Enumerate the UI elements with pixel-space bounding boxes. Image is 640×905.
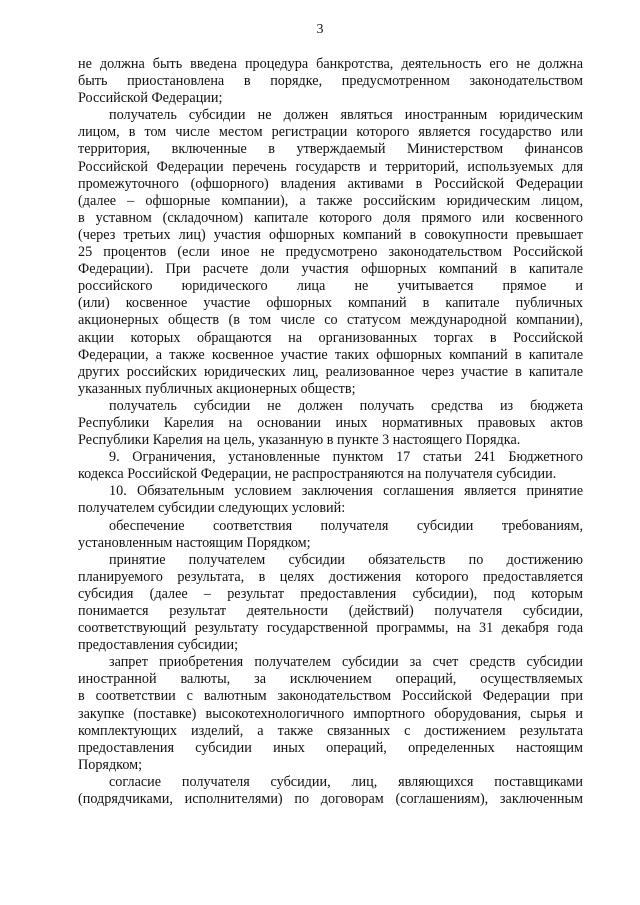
- text-line: Порядком;: [78, 756, 143, 773]
- text-line: получатель субсидии не должен получать средства из бюджета: [109, 397, 583, 414]
- text-line: лицом, в том числе местом регистрации которого является государство или: [78, 124, 583, 141]
- document-body: [78, 56, 583, 808]
- text-line: быть приостановлена в порядке, предусмотренном законодательством: [78, 73, 583, 90]
- text-line: (или) косвенное участие офшорных компаний в капитале публичных: [78, 295, 583, 312]
- text-line: Российской Федерации перечень государств и территорий, используемых для: [78, 158, 583, 175]
- text-line: предоставления субсидии;: [78, 637, 239, 654]
- text-line: Федерации, а также косвенное участие таких офшорных компаний в капитале: [78, 346, 583, 363]
- text-line: обеспечение соответствия получателя субсидии требованиям,: [109, 517, 583, 534]
- text-line: (через третьих лиц) участия офшорных компаний в совокупности превышает: [78, 226, 583, 243]
- text-line: (подрядчиками, исполнителями) по договорам (соглашениям), заключенным: [78, 791, 583, 808]
- text-line: в соответствии с валютным законодательством Российской Федерации при: [78, 688, 583, 705]
- text-line: Республики Карелия на основании иных нормативных правовых актов: [78, 414, 583, 431]
- text-line: указанных публичных акционерных обществ;: [78, 380, 356, 397]
- text-line: 10. Обязательным условием заключения соглашения является принятие: [109, 483, 583, 500]
- text-line: кодекса Российской Федерации, не распространяются на получателя субсидии.: [78, 466, 557, 483]
- text-line: промежуточного (офшорного) владения активами в Российской Федерации: [78, 175, 583, 192]
- text-line: Республики Карелия на цель, указанную в пункте 3 настоящего Порядка.: [78, 432, 521, 449]
- text-line: получатель субсидии не должен являться иностранным юридическим: [109, 107, 583, 124]
- text-line: комплектующих изделий, а также связанных с достижением результата: [78, 722, 583, 739]
- text-line: установленным настоящим Порядком;: [78, 534, 311, 551]
- text-line: закупке (поставке) высокотехнологичного импортного оборудования, сырья и: [78, 705, 583, 722]
- text-line: запрет приобретения получателем субсидии за счет средств субсидии: [109, 654, 583, 671]
- text-line: получателем субсидии следующих условий:: [78, 500, 346, 517]
- text-line: в уставном (складочном) капитале которого доля прямого или косвенного: [78, 209, 583, 226]
- text-line: 9. Ограничения, установленные пунктом 17 статьи 241 Бюджетного: [109, 449, 583, 466]
- text-line: соответствующий результату государственной программы, на 31 декабря года: [78, 620, 583, 637]
- text-line: Федерации). При расчете доли участия офшорных компаний в капитале: [78, 261, 583, 278]
- text-line: Российской Федерации;: [78, 90, 223, 107]
- text-line: акции которых обращаются на организованных торгах в Российской: [78, 329, 583, 346]
- text-line: согласие получателя субсидии, лиц, являющихся поставщиками: [109, 773, 583, 790]
- text-line: акционерных обществ (в том числе со статусом международной компании),: [78, 312, 583, 329]
- text-line: территория, включенные в утверждаемый Министерством финансов: [78, 141, 583, 158]
- text-line: (далее – офшорные компании), а также российским юридическим лицом,: [78, 192, 583, 209]
- text-line: планируемого результата, в целях достижения которого предоставляется: [78, 568, 583, 585]
- text-line: других российских юридических лиц, реализованное через участие в капитале: [78, 363, 583, 380]
- text-line: российского юридического лица не учитывается прямое и: [78, 278, 583, 295]
- text-line: иностранной валюты, за исключением операций, осуществляемых: [78, 671, 583, 688]
- text-line: понимается результат деятельности (действий) получателя субсидии,: [78, 603, 583, 619]
- text-line: 25 процентов (если иное не предусмотрено законодательством Российской: [78, 244, 583, 261]
- text-line: субсидия (далее – результат предоставления субсидии), под которым: [78, 585, 583, 602]
- text-line: не должна быть введена процедура банкротства, деятельность его не должна: [78, 56, 583, 72]
- text-line: предоставления субсидии иных операций, определенных настоящим: [78, 739, 583, 756]
- page-number: 3: [316, 22, 324, 37]
- text-line: принятие получателем субсидии обязательств по достижению: [109, 551, 583, 568]
